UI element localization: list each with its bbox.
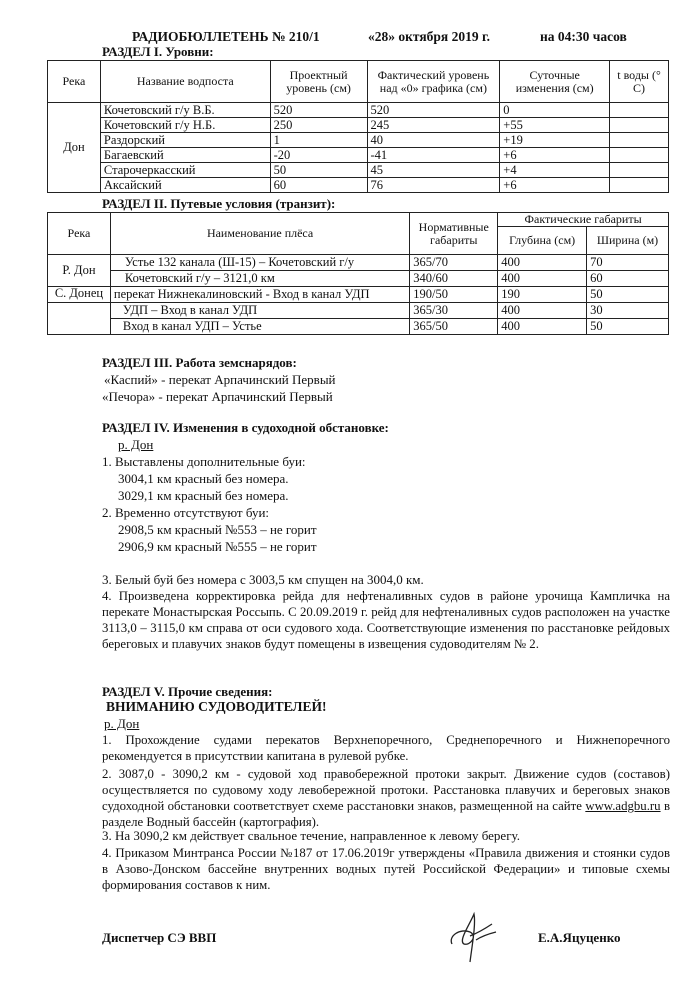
- section5-item3: 3. На 3090,2 км действует свальное течение, направленное к левому берегу.: [102, 828, 520, 843]
- section4-item2-line1: 2908,5 км красный №553 – не горит: [118, 522, 317, 537]
- section5-item1: 1. Прохождение судами перекатов Верхнепоречного, Среднепоречного и Нижнепоречного рекомендуется в присутствии капитана в рулевой рубке.: [102, 733, 670, 763]
- section2-title: РАЗДЕЛ II. Путевые условия (транзит):: [102, 196, 336, 211]
- col-water-temp: t воды (° С): [610, 61, 669, 103]
- section4-title: РАЗДЕЛ IV. Изменения в судоходной обстановке:: [102, 420, 389, 435]
- col-station: Название водпоста: [100, 61, 270, 103]
- project-level-cell: 60: [270, 178, 367, 193]
- station-cell: Кочетовский г/у В.Б.: [100, 103, 270, 118]
- col-river: Река: [48, 213, 111, 255]
- depth-cell: 400: [498, 319, 587, 335]
- change-cell: +4: [500, 163, 610, 178]
- col-depth: Глубина (см): [498, 227, 587, 255]
- table-row: [48, 271, 669, 287]
- river-cell: Дон: [48, 103, 101, 193]
- dredger-line-1: «Каспий» - перекат Арпачинский Первый: [104, 372, 336, 387]
- section4-item3: 3. Белый буй без номера с 3003,5 км спущен на 3004,0 км.: [102, 572, 424, 587]
- levels-table-header: [48, 61, 669, 103]
- table-row: [48, 255, 669, 271]
- temp-cell: [610, 133, 669, 148]
- actual-level-cell: 520: [367, 103, 500, 118]
- depth-cell: 190: [498, 287, 587, 303]
- bulletin-title: РАДИОБЮЛЛЕТЕНЬ № 210/1: [132, 29, 320, 44]
- section5-item2-tail: в разделе Водный бассейн (картография).: [102, 799, 671, 829]
- station-cell: Старочеркасский: [100, 163, 270, 178]
- section4-item1: 1. Выставлены дополнительные буи:: [102, 454, 306, 469]
- section4-item1-line2: 3029,1 км красный без номера.: [118, 488, 289, 503]
- adgbu-link[interactable]: www.adgbu.ru: [585, 799, 661, 813]
- stretch-cell: Вход в канал УДП – Устье: [110, 319, 409, 335]
- river-cell: С. Донец: [48, 287, 111, 303]
- actual-level-cell: -41: [367, 148, 500, 163]
- table-row: [48, 287, 669, 303]
- norm-cell: 365/70: [410, 255, 498, 271]
- actual-level-cell: 40: [367, 133, 500, 148]
- col-width: Ширина (м): [587, 227, 669, 255]
- footer-signer: Е.А.Яцуценко: [538, 930, 621, 945]
- table-row: [48, 178, 669, 193]
- width-cell: 30: [587, 303, 669, 319]
- depth-cell: 400: [498, 255, 587, 271]
- station-cell: Аксайский: [100, 178, 270, 193]
- table-row: [48, 133, 669, 148]
- width-cell: 50: [587, 319, 669, 335]
- river-cell: [48, 319, 111, 335]
- norm-cell: 365/50: [410, 319, 498, 335]
- levels-table: [47, 60, 669, 193]
- temp-cell: [610, 118, 669, 133]
- section5-river: р. Дон: [104, 716, 140, 731]
- section4-item2-line2: 2906,9 км красный №555 – не горит: [118, 539, 317, 554]
- river-cell: [48, 303, 111, 319]
- project-level-cell: 1: [270, 133, 367, 148]
- section5-attention: ВНИМАНИЮ СУДОВОДИТЕЛЕЙ!: [106, 699, 327, 714]
- stretch-cell: Кочетовский г/у – 3121,0 км: [110, 271, 409, 287]
- table-row: [48, 319, 669, 335]
- dredger-line-2: «Печора» - перекат Арпачинский Первый: [102, 389, 333, 404]
- col-fact: Фактические габариты: [498, 213, 669, 227]
- change-cell: +55: [500, 118, 610, 133]
- section5-item2-text: 2. 3087,0 - 3090,2 км - судовой ход правобережной протоки закрыт. Движение судов (составов) осуществляется по судовому ходу левобережной протоки. Расстановка плавучих и береговых знаков судоходной обстановки соответствует схеме расстановки знаков, размещенной на сайте: [102, 767, 670, 813]
- width-cell: 70: [587, 255, 669, 271]
- footer-position: Диспетчер СЭ ВВП: [102, 930, 217, 945]
- norm-cell: 365/30: [410, 303, 498, 319]
- section4-river: р. Дон: [118, 437, 154, 452]
- table-row: [48, 103, 669, 118]
- project-level-cell: 50: [270, 163, 367, 178]
- river-cell: Р. Дон: [48, 255, 111, 287]
- route-table: [47, 212, 669, 335]
- change-cell: +19: [500, 133, 610, 148]
- section5-title: РАЗДЕЛ V. Прочие сведения:: [102, 684, 273, 699]
- section5-item2: [102, 766, 670, 830]
- width-cell: 50: [587, 287, 669, 303]
- project-level-cell: -20: [270, 148, 367, 163]
- change-cell: +6: [500, 148, 610, 163]
- norm-cell: 190/50: [410, 287, 498, 303]
- bulletin-time: на 04:30 часов: [540, 29, 627, 44]
- norm-cell: 340/60: [410, 271, 498, 287]
- section4-item1-line1: 3004,1 км красный без номера.: [118, 471, 289, 486]
- col-actual-level: Фактический уровень над «0» графика (см): [367, 61, 500, 103]
- col-stretch: Наименование плёса: [110, 213, 409, 255]
- actual-level-cell: 245: [367, 118, 500, 133]
- actual-level-cell: 76: [367, 178, 500, 193]
- temp-cell: [610, 163, 669, 178]
- change-cell: +6: [500, 178, 610, 193]
- col-river: Река: [48, 61, 101, 103]
- section4-item2: 2. Временно отсутствуют буи:: [102, 505, 270, 520]
- change-cell: 0: [500, 103, 610, 118]
- table-row: [48, 148, 669, 163]
- table-row: [48, 303, 669, 319]
- section3-title: РАЗДЕЛ III. Работа земснарядов:: [102, 355, 297, 370]
- stretch-cell: УДП – Вход в канал УДП: [110, 303, 409, 319]
- station-cell: Раздорский: [100, 133, 270, 148]
- table-row: [48, 118, 669, 133]
- table-row: [48, 163, 669, 178]
- temp-cell: [610, 148, 669, 163]
- section1-title: РАЗДЕЛ I. Уровни:: [102, 44, 214, 59]
- depth-cell: 400: [498, 303, 587, 319]
- actual-level-cell: 45: [367, 163, 500, 178]
- route-table-header: [48, 213, 669, 227]
- width-cell: 60: [587, 271, 669, 287]
- section4-item4: 4. Произведена корректировка рейда для нефтеналивных судов в районе урочища Кампличка на перекате Монастырская Россыпь. С 20.09.2019 г. рейд для нефтеналивных судов расположен на участке 3113,0 – 3115,0 км справа от оси судового хода. Соответствующие изменения по расстановке рейдовых береговых и плавучих знаков будут помещены в извещения судоводителям № 2.: [102, 589, 670, 651]
- project-level-cell: 250: [270, 118, 367, 133]
- depth-cell: 400: [498, 271, 587, 287]
- section5-item4: 4. Приказом Минтранса России №187 от 17.06.2019г утверждены «Правила движения и стоянки судов в Азово-Донском бассейне внутренних водных путей Российской Федерации» и типовые схемы формирования составов к ним.: [102, 846, 670, 892]
- col-norm: Нормативные габариты: [410, 213, 498, 255]
- station-cell: Багаевский: [100, 148, 270, 163]
- signature-icon: [440, 906, 510, 966]
- col-daily-change: Суточные изменения (см): [500, 61, 610, 103]
- project-level-cell: 520: [270, 103, 367, 118]
- col-project-level: Проектный уровень (см): [270, 61, 367, 103]
- station-cell: Кочетовский г/у Н.Б.: [100, 118, 270, 133]
- temp-cell: [610, 178, 669, 193]
- bulletin-date: «28» октября 2019 г.: [368, 29, 490, 44]
- stretch-cell: перекат Нижнекалиновский - Вход в канал УДП: [110, 287, 409, 303]
- temp-cell: [610, 103, 669, 118]
- stretch-cell: Устье 132 канала (Ш-15) – Кочетовский г/у: [110, 255, 409, 271]
